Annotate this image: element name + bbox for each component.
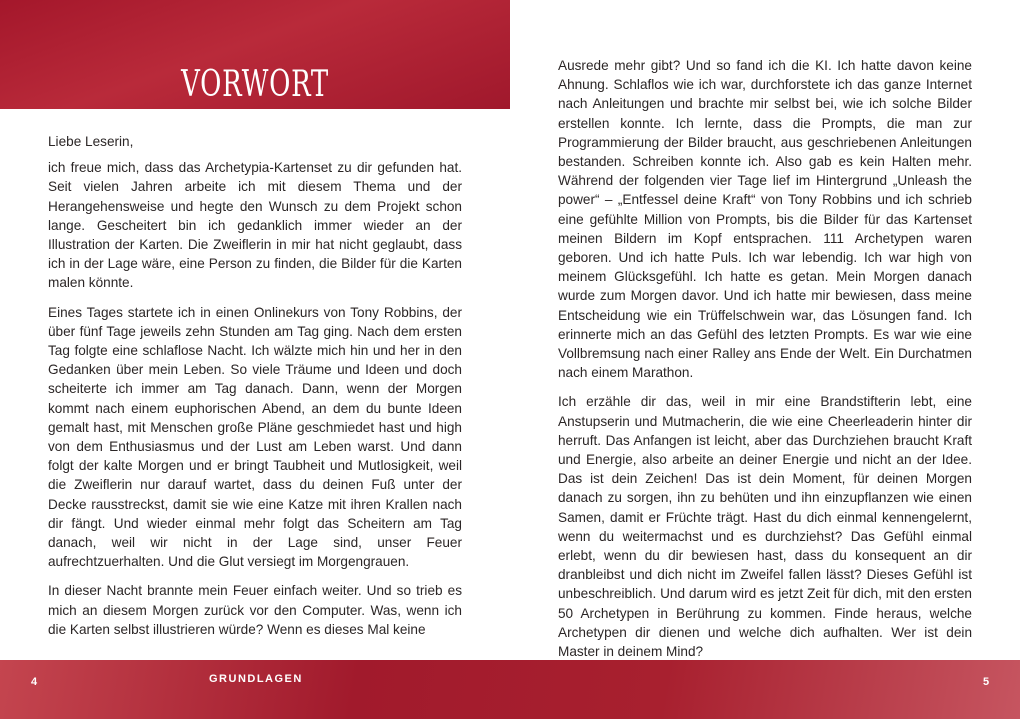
salutation: Liebe Leserin, [48, 134, 134, 149]
paragraph: Ich erzähle dir das, weil in mir eine Brandstifterin lebt, eine Anstupserin und Mutmacherin, die wie eine Cheerleaderin hinter dir herruft. Das Anfangen ist leicht, aber das Durchziehen braucht Kraft und Energie, also arbeite an deiner Energie und nicht an der Idee. Das ist dein Zeichen! Das ist dein Moment, für deinen Morgen danach zu sorgen, ihn zu behüten und ihn einzupflanzen wie einen Samen, damit er Früchte trägt. Hast du dich einmal kennengelernt, wenn du weitermachst und es durchziehst? Das Gefühl einmal erlebt, wenn du dir bewiesen hast, dass du konsequent an dir dranbleibst und dich nicht im Zweifel fallen lässt? Dieses Gefühl ist unbeschreiblich. Und darum wird es jetzt Zeit für dich, mit den ersten 50 Archetypen in Berührung zu kommen. Finde heraus, welche Archetypen dir dienen und welche dich aufhalten. Wer ist dein Master in deinem Mind? [558, 394, 972, 660]
paragraph: ich freue mich, dass das Archetypia-Kartenset zu dir gefunden hat. Seit vielen Jahren arbeite ich mit diesem Thema und der Herangehensweise und hegte den Wunsch zu dem Projekt schon lange. Gescheitert bin ich gedanklich immer wieder an der Illustration der Karten. Die Zweiflerin in mir hat nicht geglaubt, dass ich in der Lage wäre, eine Person zu finden, die Bilder für die Karten malen könnte. [48, 160, 462, 291]
right-page-number: 5 [983, 676, 990, 688]
section-label: GRUNDLAGEN [209, 673, 303, 685]
paragraph: Ausrede mehr gibt? Und so fand ich die KI. Ich hatte davon keine Ahnung. Schlaflos wie ich war, durchforstete ich das ganze Internet nach Anleitungen und brachte mir selbst bei, wie ich solche Bilder erstellen konnte. Ich lernte, dass die Prompts, die man zur Programmierung der Bilder braucht, aus geschriebenen Anleitungen bestanden. Schreiben konnte ich. Also gab es kein Halten mehr. Während der folgenden vier Tage lief im Hintergrund „Unleash the power“ – „Entfessel deine Kraft“ von Tony Robbins und ich schrieb eine gefühlte Million von Prompts, bis die Bilder für das Kartenset meinen Bildern im Kopf entsprachen. 111 Archetypen waren geboren. Und ich hatte Puls. Ich war lebendig. Ich war high von meinem Glücksgefühl. Ich hatte es getan. Mein Morgen danach wurde zum Morgen davor. Und ich hatte mir bewiesen, dass meine Entscheidung wie ein Trüffelschwein war, das Lösungen fand. Ich erinnerte mich an das Gefühl des letzten Prompts. Es war wie eine Vollbremsung nach einer Ralley ans Ende der Welt. Ein Durchatmen nach einem Marathon. [558, 58, 972, 381]
paragraph: Eines Tages startete ich in einen Onlinekurs von Tony Robbins, der über fünf Tage jeweils zehn Stunden am Tag ging. Nach dem ersten Tag folgte eine schlaflose Nacht. Ich wälzte mich hin und her in den Gedanken über mein Leben. So viele Träume und Ideen und doch scheiterte ich immer am Tag danach. Dann, wenn der Morgen kommt nach einem euphorischen Abend, an dem du bunte Ideen gemalt hast, mit Menschen große Pläne geschmiedet hast und high von dem Enthusiasmus und der Lust am Leben warst. Und dann folgt der kalte Morgen und er bringt Taubheit und Mutlosigkeit, weil die Zweiflerin nur darauf wartet, dass du deinen Fuß unter der Decke rausstreckst, damit sie wie eine Katze mit ihren Krallen nach dir fängt. Und wieder einmal mehr folgt das Scheitern am Tag danach, weil wir nicht in der Lage sind, unser Feuer aufrechtzuerhalten. Und die Glut versiegt im Morgengrauen. [48, 304, 462, 570]
left-page-body [48, 132, 462, 649]
right-page-body [558, 56, 972, 671]
left-page-number: 4 [31, 676, 38, 688]
paragraph: In dieser Nacht brannte mein Feuer einfach weiter. Und so trieb es mich an diesem Morgen zurück vor den Computer. Was, wenn ich die Karten selbst illustrieren würde? Wenn es dieses Mal keine [48, 583, 462, 637]
chapter-title: VORWORT [181, 64, 329, 106]
footer-band [0, 660, 1020, 719]
right-page [510, 0, 1020, 719]
title-banner [0, 0, 510, 109]
